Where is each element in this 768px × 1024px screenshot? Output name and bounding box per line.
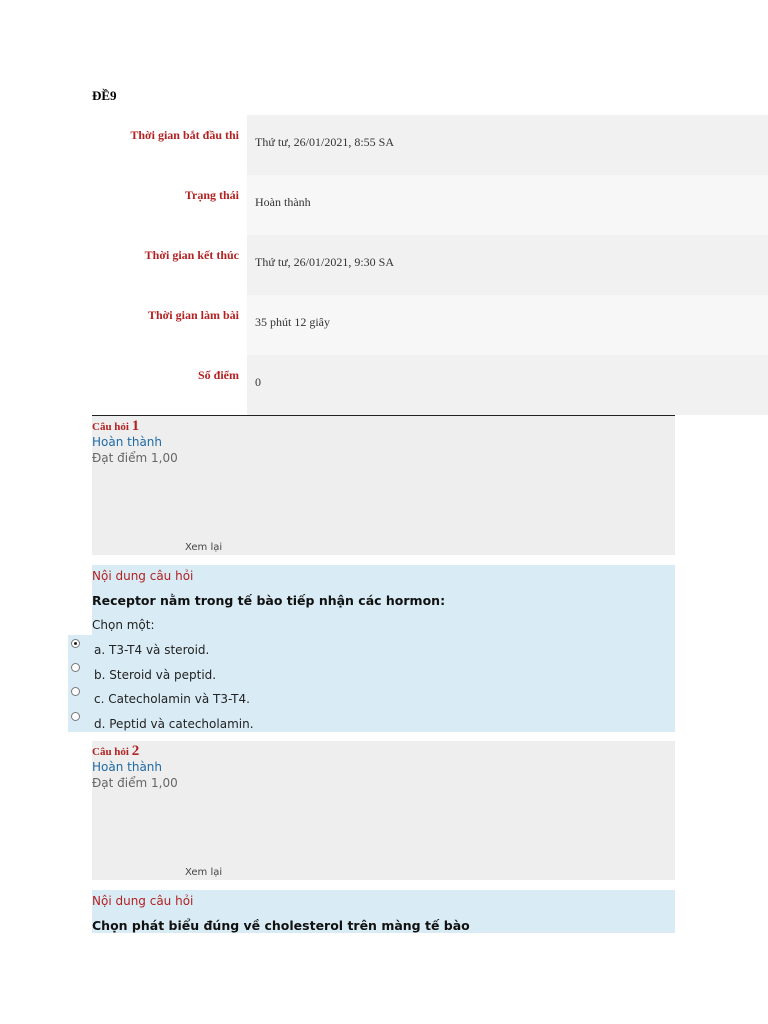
summary-value: Hoàn thành [247, 175, 768, 235]
question-grade: Đạt điểm 1,00 [92, 451, 178, 465]
summary-value: Thứ tư, 26/01/2021, 9:30 SA [247, 235, 768, 295]
question-1-content [92, 565, 675, 732]
summary-row-started [92, 115, 768, 175]
summary-row-state [92, 175, 768, 235]
answer-option-c[interactable]: c. Catecholamin và T3-T4. [94, 692, 250, 706]
question-state: Hoàn thành [92, 435, 163, 449]
summary-label: Thời gian làm bài [147, 308, 239, 322]
answer-prompt: Chọn một: [92, 618, 155, 632]
answer-option-a[interactable]: a. T3-T4 và steroid. [94, 643, 210, 657]
radio-option-b[interactable] [71, 663, 80, 672]
question-1-info [92, 416, 675, 555]
summary-row-completed [92, 235, 768, 295]
question-text: Chọn phát biểu đúng về cholesterol trên màng tế bào [92, 918, 470, 933]
question-2-content [92, 890, 675, 933]
summary-label: Thời gian bắt đầu thi [130, 128, 239, 142]
summary-row-time-taken [92, 295, 768, 355]
flag-question-link[interactable]: Xem lại [185, 867, 223, 878]
radio-option-a[interactable] [71, 639, 80, 648]
radio-option-d[interactable] [71, 712, 80, 721]
question-number-value: 1 [131, 418, 140, 434]
summary-value: Thứ tư, 26/01/2021, 8:55 SA [247, 115, 768, 175]
question-2-info [92, 741, 675, 880]
question-label: Câu hỏi [92, 421, 129, 433]
summary-label: Số điểm [197, 368, 239, 382]
summary-label: Thời gian kết thúc [144, 248, 239, 262]
summary-row-score [92, 355, 768, 415]
question-state: Hoàn thành [92, 760, 163, 774]
answer-option-b[interactable]: b. Steroid và peptid. [94, 668, 217, 682]
question-label: Câu hỏi [92, 746, 129, 758]
question-content-heading: Nội dung câu hỏi [92, 569, 194, 583]
question-number [92, 743, 139, 760]
radio-option-c[interactable] [71, 687, 80, 696]
summary-label: Trạng thái [184, 188, 239, 202]
summary-value: 35 phút 12 giây [247, 295, 768, 355]
question-number-value: 2 [131, 743, 140, 759]
summary-value: 0 [247, 355, 768, 415]
answer-option-d[interactable]: d. Peptid và catecholamin. [94, 717, 254, 731]
question-grade: Đạt điểm 1,00 [92, 776, 178, 790]
question-content-heading: Nội dung câu hỏi [92, 894, 194, 908]
page-title: ĐỀ9 [92, 88, 117, 103]
question-text: Receptor nằm trong tế bào tiếp nhận các hormon: [92, 593, 446, 608]
flag-question-link[interactable]: Xem lại [185, 542, 223, 553]
attempt-summary-table [92, 115, 768, 415]
question-number [92, 418, 139, 435]
